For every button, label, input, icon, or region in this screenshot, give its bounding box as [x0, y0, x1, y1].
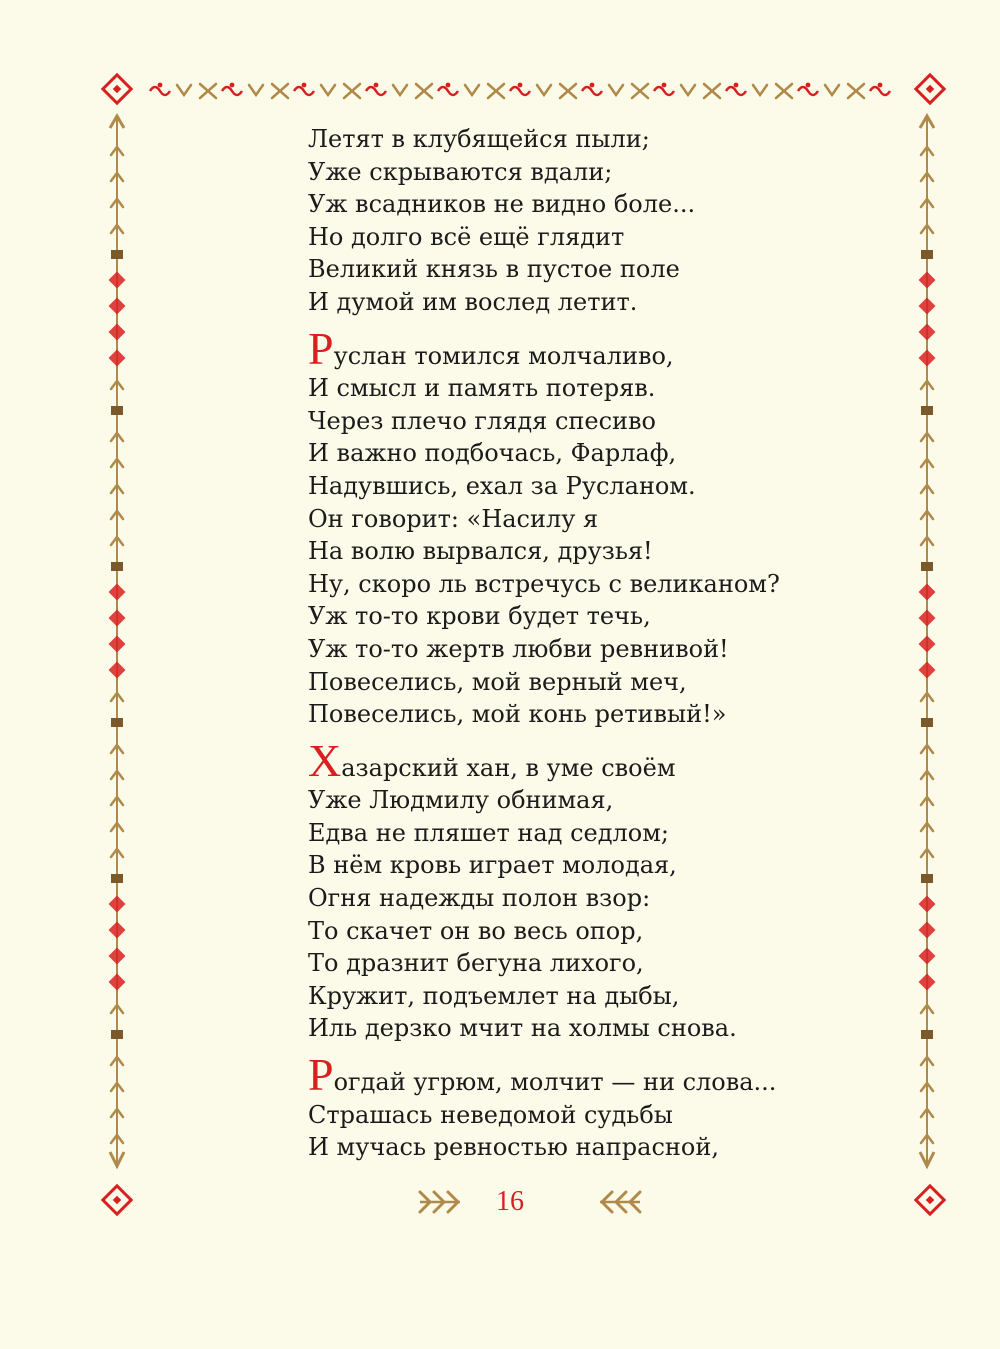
diamond-icon [109, 350, 126, 367]
poem-line: Страшась неведомой судьбы [308, 1100, 673, 1129]
poem-line [308, 734, 868, 786]
diamond-icon [919, 922, 936, 939]
chevron-motif-icon [249, 85, 263, 95]
chevron-motif-icon [393, 85, 407, 95]
diamond-icon [109, 948, 126, 965]
line-text: огдай угрюм, молчит — ни слова... [333, 1068, 777, 1097]
cross-motif-icon [200, 84, 216, 98]
cross-motif-icon [776, 84, 792, 98]
bead-icon [921, 562, 933, 571]
poem-line: Повеселись, мой верный меч, [308, 667, 687, 696]
stanza-1 [308, 122, 868, 319]
diamond-icon [919, 974, 936, 991]
chevron-motif-icon [609, 85, 623, 95]
chevron-motif-icon [177, 85, 191, 95]
diamond-icon [109, 662, 126, 679]
dot-motif-icon [230, 83, 235, 88]
dot-motif-icon [878, 83, 883, 88]
poem-line: Едва не пляшет над седлом; [308, 818, 669, 847]
cross-motif-icon [704, 84, 720, 98]
diamond-icon [109, 896, 126, 913]
poem-line: И важно подбочась, Фарлаф, [308, 439, 677, 468]
poem-line [308, 322, 868, 374]
diamond-icon [109, 636, 126, 653]
dropcap: Х [308, 734, 342, 786]
chevron-motif-icon [753, 85, 767, 95]
cross-motif-icon [416, 84, 432, 98]
diamond-icon [109, 324, 126, 341]
bead-icon [111, 1030, 123, 1039]
poem-line: В нём кровь играет молодая, [308, 851, 677, 880]
bead-icon [921, 718, 933, 727]
swirl-motif-icon [366, 87, 386, 95]
diamond-icon [109, 922, 126, 939]
poem-line: Уж всадников не видно боле... [308, 190, 696, 219]
diamond-icon [919, 896, 936, 913]
line-text: Летят в клубящейся пыли; [308, 125, 650, 153]
swirl-motif-icon [222, 87, 242, 95]
chevron-motif-icon [537, 85, 551, 95]
poem-line: Но долго всё ещё глядит [308, 222, 625, 251]
chevron-motif-icon [681, 85, 695, 95]
poem-line: Уже Людмилу обнимая, [308, 786, 614, 815]
bead-icon [111, 874, 123, 883]
poem-line: Кружит, подъемлет на дыбы, [308, 981, 680, 1010]
poem-line: Ну, скоро ль встречусь с великаном? [308, 569, 780, 598]
corner-diamond-core-icon [113, 1196, 121, 1204]
dot-motif-icon [662, 83, 667, 88]
diamond-icon [919, 350, 936, 367]
cross-motif-icon [488, 84, 504, 98]
bead-icon [921, 406, 933, 415]
poem-line: И смысл и память потеряв. [308, 374, 656, 403]
swirl-motif-icon [150, 87, 170, 95]
diamond-icon [109, 610, 126, 627]
swirl-motif-icon [294, 87, 314, 95]
bead-icon [111, 718, 123, 727]
swirl-motif-icon [654, 87, 674, 95]
poem-line: Огня надежды полон взор: [308, 884, 651, 913]
corner-diamond-core-icon [113, 85, 121, 93]
diamond-icon [919, 298, 936, 315]
swirl-motif-icon [726, 87, 746, 95]
poem-line: Повеселись, мой конь ретивый!» [308, 700, 727, 729]
poem-line: То дразнит бегуна лихого, [308, 949, 644, 978]
dot-motif-icon [446, 83, 451, 88]
diamond-icon [919, 272, 936, 289]
poem-line: Иль дерзко мчит на холмы снова. [308, 1014, 737, 1043]
dot-motif-icon [374, 83, 379, 88]
poem-text [308, 122, 868, 1184]
swirl-motif-icon [510, 87, 530, 95]
chevron-motif-icon [465, 85, 479, 95]
poem-line: Через плечо глядя спесиво [308, 406, 656, 435]
swirl-motif-icon [582, 87, 602, 95]
cross-motif-icon [560, 84, 576, 98]
bead-icon [111, 406, 123, 415]
dot-motif-icon [734, 83, 739, 88]
stanza-4 [308, 1049, 868, 1164]
corner-diamond-core-icon [926, 1196, 934, 1204]
diamond-icon [919, 584, 936, 601]
bead-icon [921, 874, 933, 883]
diamond-icon [919, 636, 936, 653]
dot-motif-icon [518, 83, 523, 88]
diamond-icon [919, 948, 936, 965]
chevron-motif-icon [321, 85, 335, 95]
diamond-icon [109, 974, 126, 991]
cross-motif-icon [848, 84, 864, 98]
poem-line: Надувшись, ехал за Русланом. [308, 471, 696, 500]
cross-motif-icon [344, 84, 360, 98]
poem-line: Уже скрываются вдали; [308, 157, 613, 186]
poem-line [308, 1049, 868, 1101]
poem-line: Великий князь в пустое поле [308, 255, 680, 284]
cross-motif-icon [272, 84, 288, 98]
swirl-motif-icon [798, 87, 818, 95]
corner-diamond-core-icon [926, 85, 934, 93]
diamond-icon [919, 324, 936, 341]
poem-line [308, 122, 868, 156]
chevron-motif-icon [825, 85, 839, 95]
dot-motif-icon [158, 83, 163, 88]
bead-icon [111, 250, 123, 259]
dot-motif-icon [590, 83, 595, 88]
bead-icon [921, 250, 933, 259]
line-text: азарский хан, в уме своём [341, 753, 676, 782]
dot-motif-icon [302, 83, 307, 88]
poem-line: И мучась ревностью напрасной, [308, 1133, 719, 1162]
diamond-icon [919, 662, 936, 679]
poem-line: То скачет он во весь опор, [308, 916, 644, 945]
diamond-icon [109, 272, 126, 289]
poem-line: Уж то-то жертв любви ревнивой! [308, 634, 729, 663]
poem-line: И думой им вослед летит. [308, 287, 638, 316]
diamond-icon [109, 584, 126, 601]
swirl-motif-icon [870, 87, 890, 95]
diamond-icon [919, 610, 936, 627]
bead-icon [111, 562, 123, 571]
cross-motif-icon [632, 84, 648, 98]
stanza-3 [308, 734, 868, 1045]
line-text: услан томился молчаливо, [333, 341, 674, 370]
dropcap: Р [308, 1049, 334, 1101]
dropcap: Р [308, 322, 334, 374]
page-number: 16 [496, 1186, 524, 1217]
poem-line: На волю вырвался, друзья! [308, 537, 653, 566]
poem-line: Он говорит: «Насилу я [308, 504, 599, 533]
dot-motif-icon [806, 83, 811, 88]
stanza-2 [308, 322, 868, 731]
swirl-motif-icon [438, 87, 458, 95]
poem-line: Уж то-то крови будет течь, [308, 602, 651, 631]
diamond-icon [109, 298, 126, 315]
bead-icon [921, 1030, 933, 1039]
